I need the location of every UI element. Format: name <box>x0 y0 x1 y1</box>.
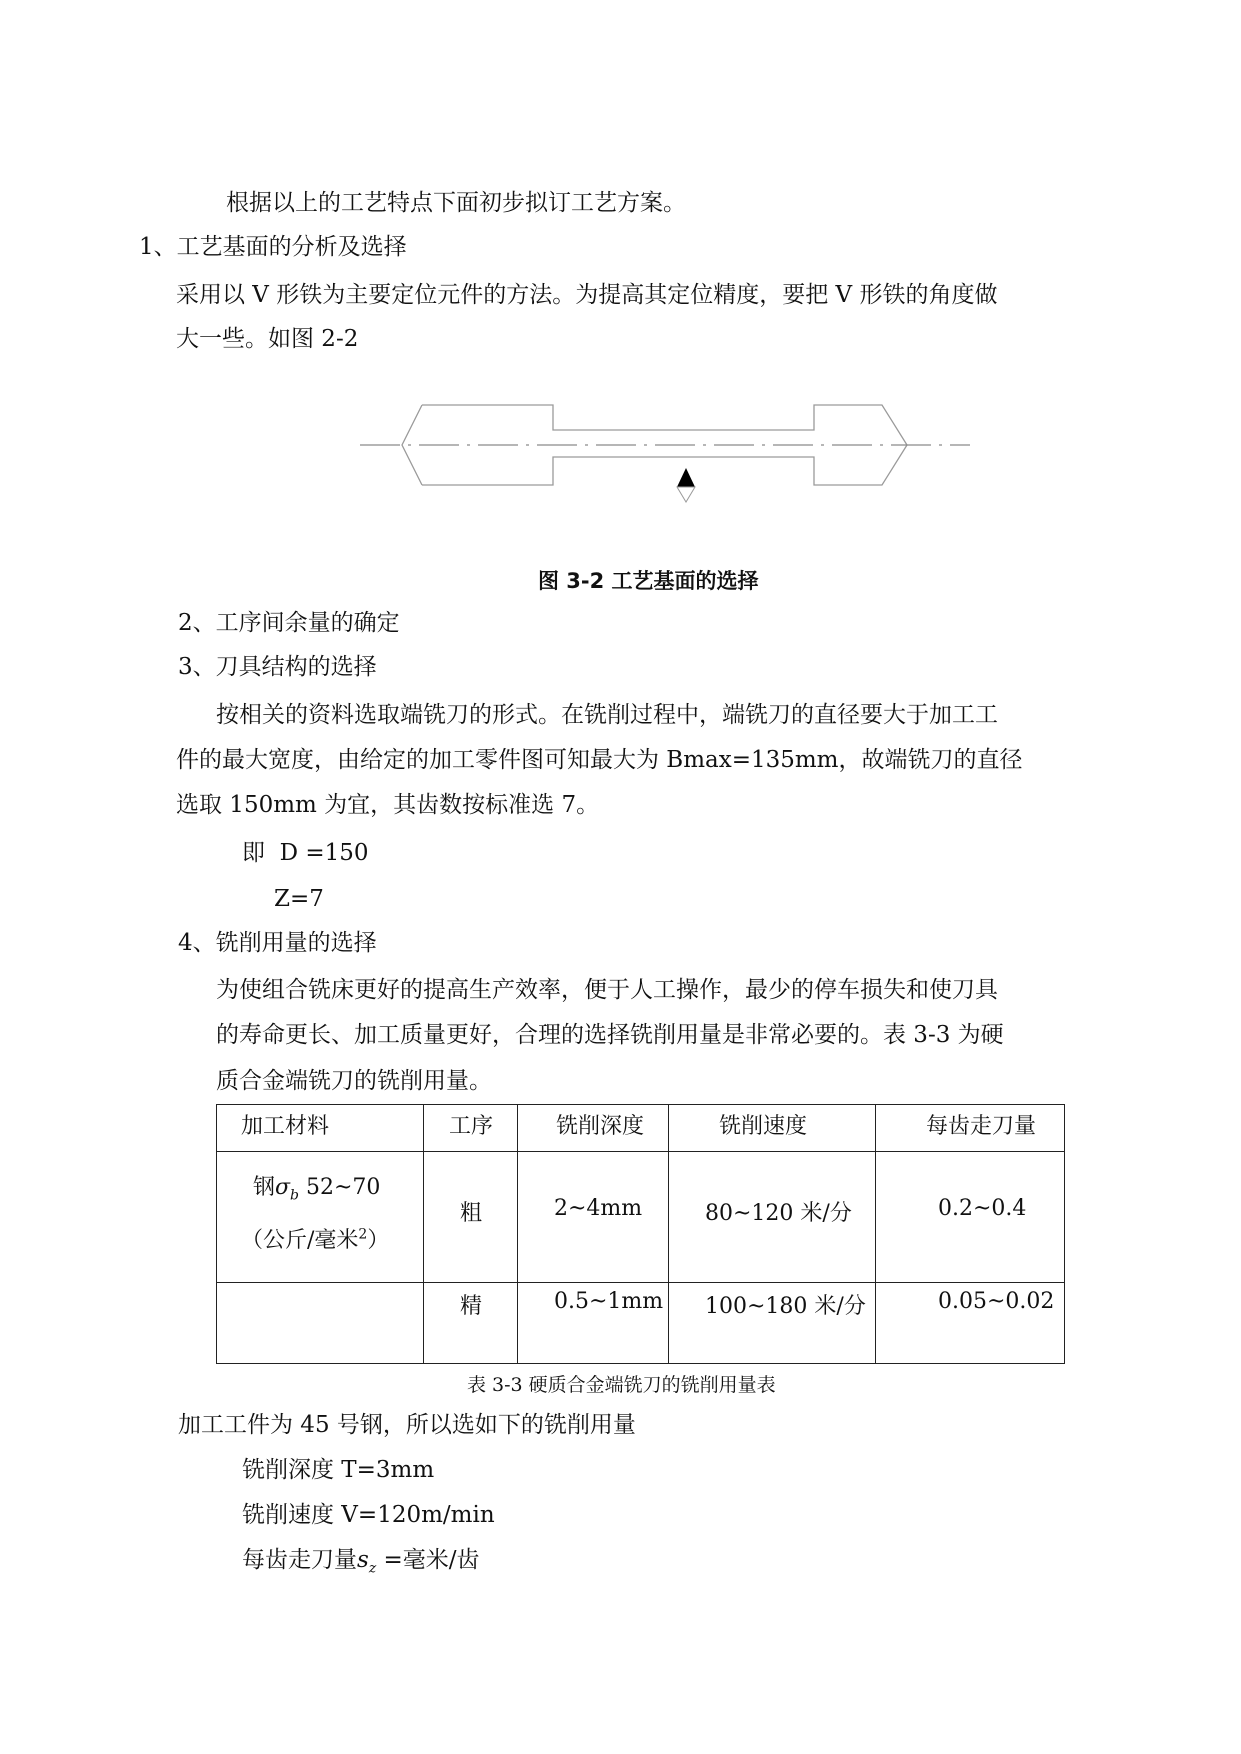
table-header-cell: 加工材料 <box>217 1105 424 1152</box>
section-1-paragraph-line-2: 大一些。如图 2-2 <box>176 326 359 352</box>
table-row <box>217 1283 1065 1364</box>
section-3-paragraph-line-3: 选取 150mm 为宜，其齿数按标准选 7。 <box>176 792 600 818</box>
section-1-title: 1、工艺基面的分析及选择 <box>139 234 407 260</box>
table-header-cell: 铣削深度 <box>518 1105 669 1152</box>
feed-per-tooth-text: 每齿走刀量$s_z$ =毫米/齿 <box>242 1547 480 1577</box>
table-cell-speed: 80~120 米/分 <box>669 1152 876 1283</box>
section-2-title: 2、工序间余量的确定 <box>178 610 400 636</box>
table-header-cell: 每齿走刀量 <box>876 1105 1065 1152</box>
section-3-paragraph-line-1: 按相关的资料选取端铣刀的形式。在铣削过程中，端铣刀的直径要大于加工工 <box>216 702 998 728</box>
table-cell-material: 钢$\sigma_b$ 52~70 （公斤/毫米$^2$） <box>217 1152 424 1283</box>
section-1-paragraph-line-1: 采用以 V 形铁为主要定位元件的方法。为提高其定位精度，要把 V 形铁的角度做 <box>176 282 998 308</box>
equation-d: 即 D =150 <box>242 840 369 866</box>
v-block-support-base <box>677 487 695 502</box>
cut-depth-text: 铣削深度 T=3mm <box>242 1457 435 1483</box>
table-cell-material <box>217 1283 424 1364</box>
table-row <box>217 1152 1065 1283</box>
table-header-cell: 工序 <box>424 1105 518 1152</box>
table-cell-speed: 100~180 米/分 <box>669 1283 876 1364</box>
table-cell-feed: 0.2~0.4 <box>876 1152 1065 1283</box>
workpiece-outline-top <box>422 405 907 445</box>
cut-speed-text: 铣削速度 V=120m/min <box>242 1502 495 1528</box>
section-4-paragraph-line-3: 质合金端铣刀的铣削用量。 <box>216 1068 492 1094</box>
figure-caption: 图 3-2 工艺基面的选择 <box>538 569 759 593</box>
table-caption: 表 3-3 硬质合金端铣刀的铣削用量表 <box>467 1374 776 1396</box>
section-4-paragraph-line-2: 的寿命更长、加工质量更好，合理的选择铣削用量是非常必要的。表 3-3 为硬 <box>216 1022 1004 1048</box>
section-4-title: 4、铣削用量的选择 <box>178 930 377 956</box>
table-cell-depth: 0.5~1mm <box>518 1283 669 1364</box>
table-cell-depth: 2~4mm <box>518 1152 669 1283</box>
workpiece-datum-diagram <box>340 390 980 520</box>
table-header-cell: 铣削速度 <box>669 1105 876 1152</box>
milling-parameters-table <box>216 1104 1065 1364</box>
table-cell-process: 精 <box>424 1283 518 1364</box>
equation-z: Z=7 <box>274 886 324 912</box>
table-header-row <box>217 1105 1065 1152</box>
table-cell-feed: 0.05~0.02 <box>876 1283 1065 1364</box>
v-block-support-icon <box>677 468 695 487</box>
conclusion-text: 加工工件为 45 号钢，所以选如下的铣削用量 <box>178 1412 636 1438</box>
section-3-paragraph-line-2: 件的最大宽度，由给定的加工零件图可知最大为 Bmax=135mm，故端铣刀的直径 <box>176 747 1023 773</box>
intro-text: 根据以上的工艺特点下面初步拟订工艺方案。 <box>226 190 686 216</box>
section-4-paragraph-line-1: 为使组合铣床更好的提高生产效率，便于人工操作，最少的停车损失和使刀具 <box>216 977 998 1003</box>
workpiece-outline-bottom <box>422 445 907 485</box>
section-3-title: 3、刀具结构的选择 <box>178 654 377 680</box>
table-cell-process: 粗 <box>424 1152 518 1283</box>
